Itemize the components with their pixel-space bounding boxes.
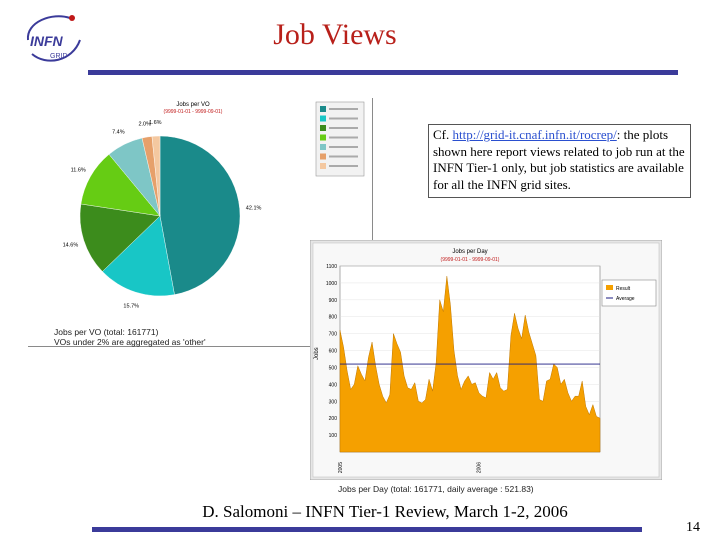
- pie-slices: [63, 120, 262, 309]
- footer-divider: [92, 527, 642, 532]
- page-number: 14: [686, 520, 700, 535]
- pie-legend-swatch: [320, 116, 326, 122]
- slide-title: Job Views: [273, 18, 397, 51]
- pie-legend-swatch: [320, 154, 326, 160]
- area-legend-swatch-result: [606, 285, 613, 290]
- pie-slice-label: 42.1%: [245, 205, 262, 212]
- footer-text: D. Salomoni – INFN Tier-1 Review, March 1-2, 2006: [202, 502, 568, 521]
- infn-grid-logo: [22, 10, 84, 68]
- pie-legend-swatch: [320, 106, 326, 112]
- pie-slice-label: 14.6%: [62, 242, 79, 249]
- pie-caption-line-2: VOs under 2% are aggregated as 'other': [54, 337, 206, 347]
- area-ylabel: Jobs: [314, 347, 320, 360]
- area-xtick-label: 2005: [338, 462, 344, 474]
- pie-title: Jobs per VO: [176, 102, 210, 108]
- pie-caption-line-1: Jobs per VO (total: 161771): [54, 327, 159, 337]
- area-ytick-label: 200: [328, 416, 337, 423]
- area-ytick-label: 300: [328, 399, 337, 406]
- area-ytick-label: 600: [328, 348, 337, 355]
- pie-legend-swatch: [320, 144, 326, 150]
- area-title: Jobs per Day: [452, 249, 488, 255]
- pie-legend-swatch: [320, 125, 326, 131]
- pie-legend-swatch: [320, 135, 326, 141]
- jobs-per-day-panel: [310, 240, 662, 480]
- area-ytick-label: 1100: [326, 264, 337, 270]
- jobs-per-day-chart: [310, 240, 662, 480]
- pie-slice-label: 2.0%: [138, 121, 151, 128]
- pie-caption: [54, 327, 206, 347]
- area-xtick-label: 2006: [476, 462, 483, 474]
- logo-text: INFN: [30, 33, 63, 49]
- area-ytick-label: 1000: [325, 280, 337, 287]
- pie-subtitle: (9999-01-01 - 9999-09-01): [163, 109, 223, 115]
- note-text: : the plots shown here report views related to job run at the INFN Tier-1 only, but job statistics are available for all the INFN grid sites.: [433, 127, 685, 192]
- area-legend-label: Average: [616, 296, 635, 302]
- note-prefix: Cf.: [433, 127, 453, 142]
- logo-subtext: GRID: [50, 53, 68, 60]
- pie-slice-label: 11.6%: [70, 167, 86, 174]
- area-plot: [326, 264, 600, 473]
- pie-slice-label: 1.6%: [149, 120, 162, 127]
- area-legend-box: [602, 280, 656, 306]
- area-caption: Jobs per Day (total: 161771, daily average : 521.83): [338, 484, 534, 494]
- title-divider: [88, 70, 678, 75]
- area-legend-label: Result: [616, 286, 631, 292]
- area-ytick-label: 800: [328, 314, 337, 321]
- pie-slice-label: 15.7%: [123, 303, 140, 310]
- area-ytick-label: 700: [328, 331, 337, 338]
- rocrep-link[interactable]: http://grid-it.cnaf.infn.it/rocrep/: [452, 127, 617, 142]
- note-box: [428, 124, 691, 198]
- area-ytick-label: 400: [328, 382, 337, 389]
- area-ytick-label: 900: [328, 297, 337, 304]
- area-ytick-label: 500: [328, 365, 337, 372]
- pie-legend-swatch: [320, 163, 326, 169]
- area-subtitle: (9999-01-01 - 9999-09-01): [440, 257, 500, 263]
- area-ytick-label: 100: [328, 433, 337, 440]
- pie-slice: [160, 136, 240, 295]
- pie-slice-label: 7.4%: [112, 129, 125, 136]
